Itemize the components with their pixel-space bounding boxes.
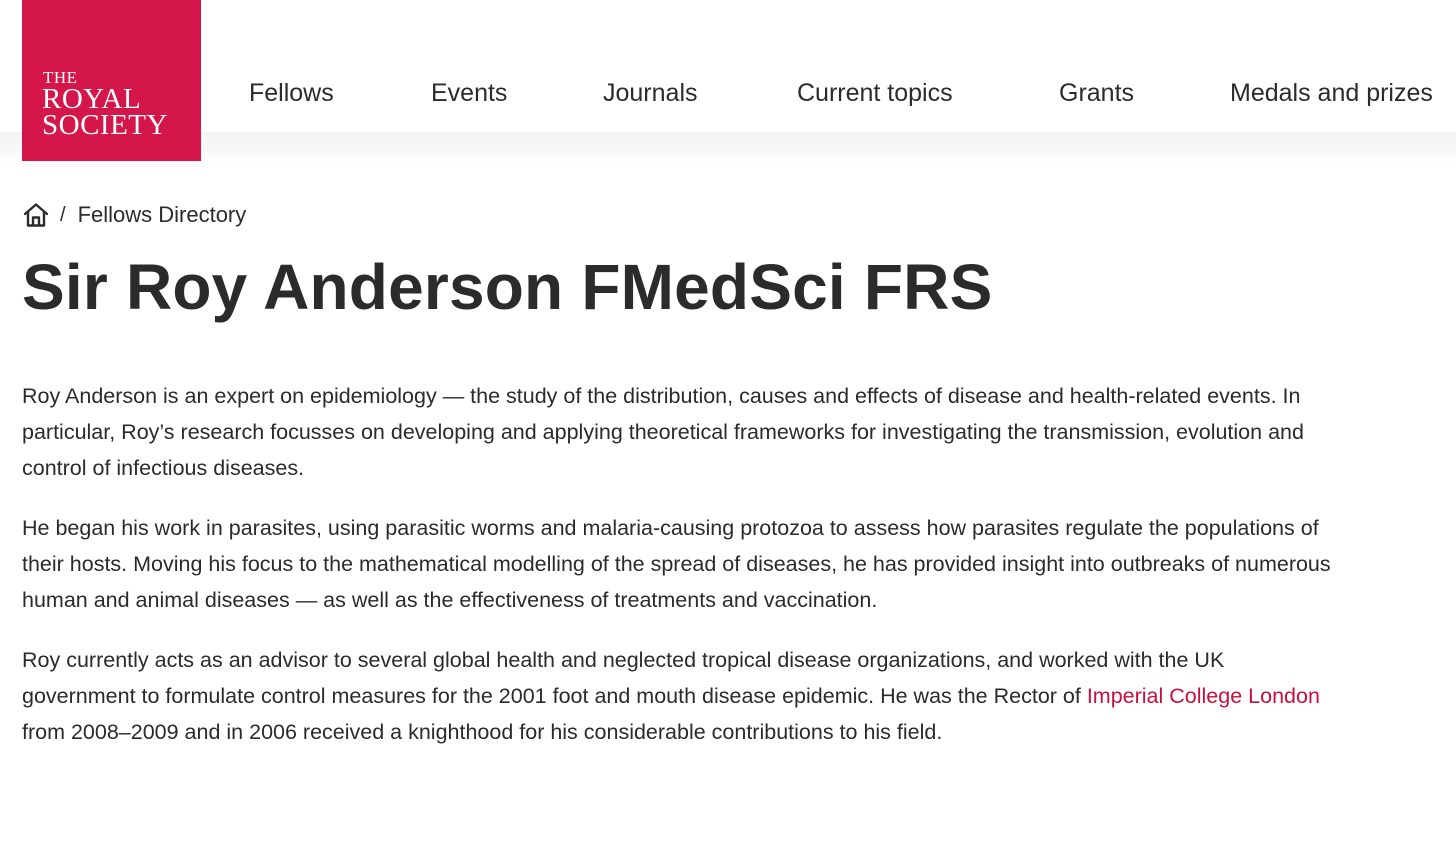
- breadcrumb-fellows-directory[interactable]: Fellows Directory: [77, 202, 247, 227]
- breadcrumb-separator: /: [60, 203, 66, 226]
- imperial-college-link[interactable]: Imperial College London: [1086, 684, 1320, 708]
- site-header: [0, 0, 1456, 132]
- page-title: Sir Roy Anderson FMedSci FRS: [22, 251, 993, 323]
- nav-grants[interactable]: Grants: [1059, 79, 1135, 107]
- logo-line-royal: ROYAL: [42, 83, 142, 115]
- breadcrumb-home-link[interactable]: [22, 201, 50, 229]
- bio-paragraph-3-start: Roy currently acts as an advisor to several global health and neglected tropical disease organizations, and worked with the UK government to formulate control measures for the 2001 foot and mouth disease epidemic. He was the Rector of: [22, 648, 1225, 708]
- bio-paragraph-1: Roy Anderson is an expert on epidemiology — the study of the distribution, causes and effects of disease and health-related events. In particular, Roy’s research focusses on developing and applying theoretical frameworks for investigating the transmission, evolution and control of infectious diseases.: [22, 384, 1304, 480]
- nav-journals[interactable]: Journals: [603, 79, 698, 107]
- royal-society-logo[interactable]: [22, 0, 201, 161]
- nav-current-topics[interactable]: Current topics: [797, 79, 953, 107]
- header-shadow-band: [0, 132, 1456, 170]
- bio-paragraph-3: [22, 642, 1332, 750]
- nav-fellows[interactable]: Fellows: [249, 79, 334, 107]
- breadcrumb: [22, 200, 246, 230]
- home-icon: [22, 201, 50, 229]
- bio-paragraph-3-end: from 2008–2009 and in 2006 received a knighthood for his considerable contributions to his field.: [22, 720, 943, 744]
- nav-events[interactable]: Events: [431, 79, 508, 107]
- logo-line-the: THE: [43, 68, 78, 87]
- nav-medals-and-prizes[interactable]: Medals and prizes: [1230, 79, 1433, 107]
- fellow-biography: [22, 378, 1332, 774]
- logo-line-society: SOCIETY: [42, 109, 168, 141]
- bio-paragraph-2: He began his work in parasites, using parasitic worms and malaria-causing protozoa to assess how parasites regulate the populations of their hosts. Moving his focus to the mathematical modelling of the spread of diseases, he has provided insight into outbreaks of numerous human and animal diseases — as well as the effectiveness of treatments and vaccination.: [22, 516, 1331, 612]
